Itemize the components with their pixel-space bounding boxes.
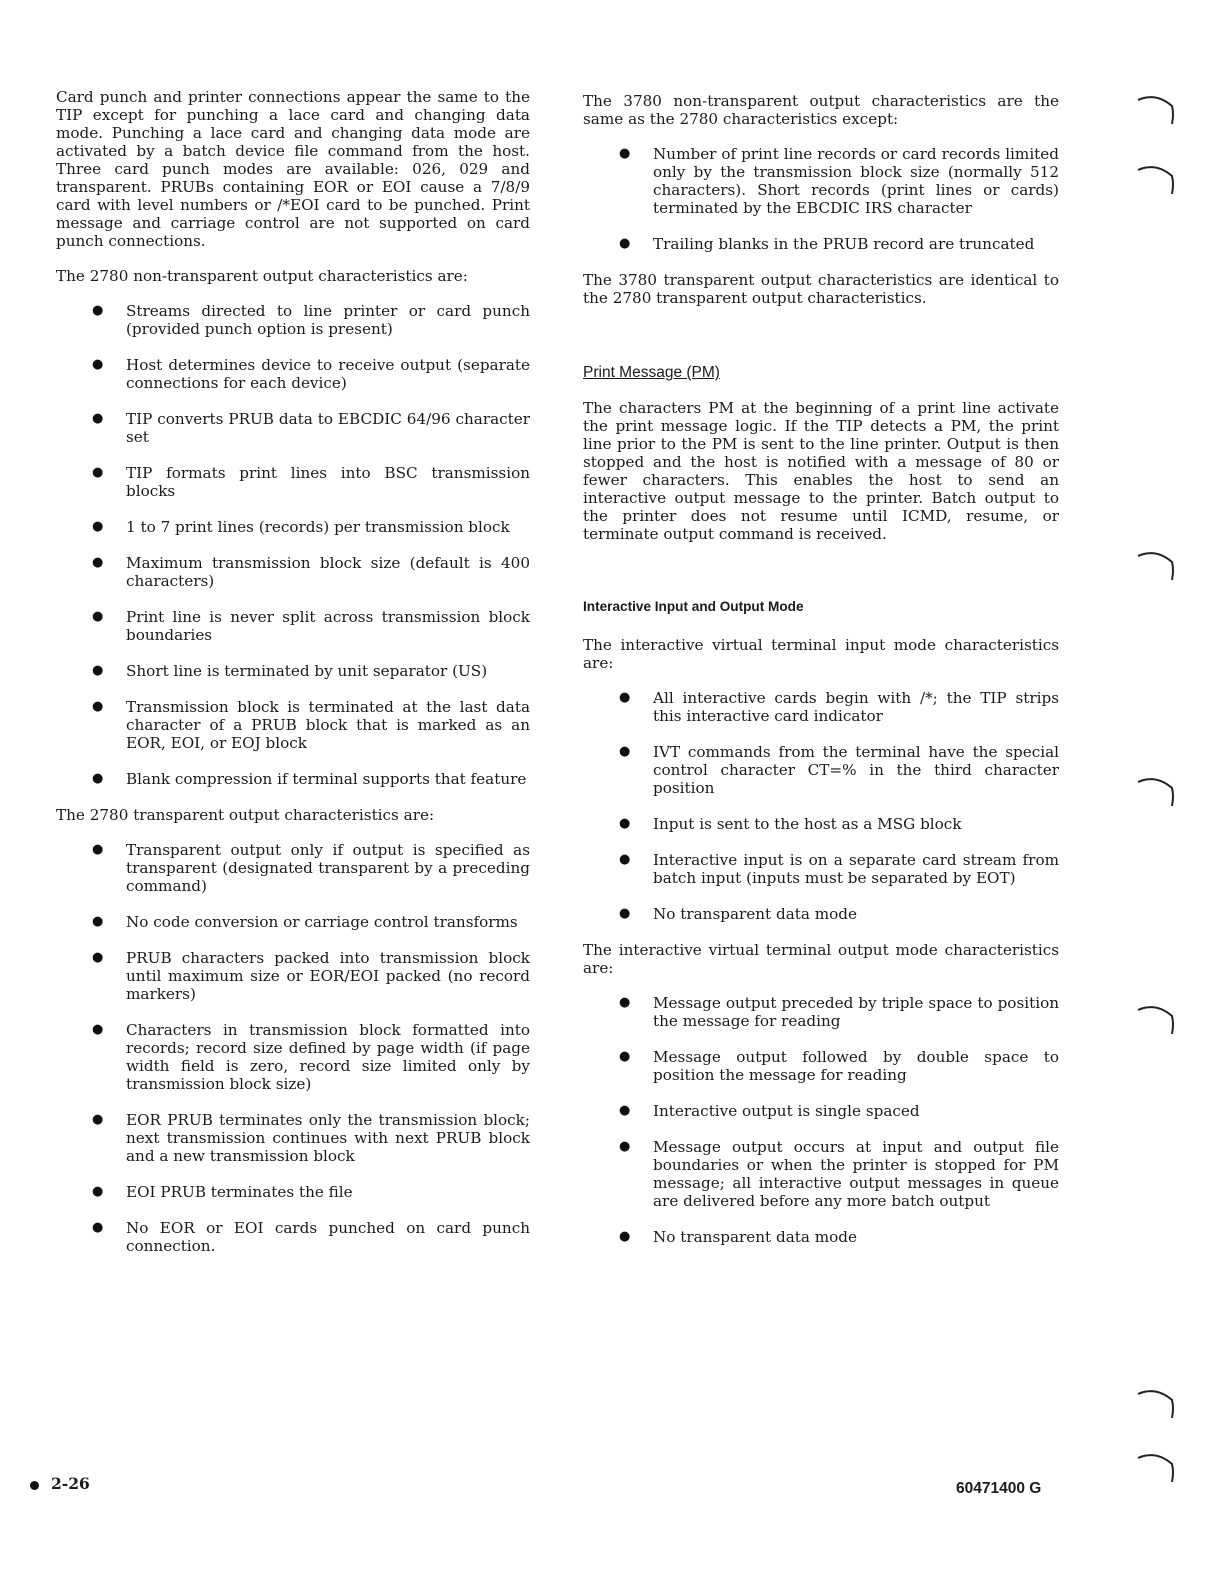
list-item: ● PRUB characters packed into transmission block until maximum size or EOR/EOI packed (no record markers) [56, 949, 530, 1003]
interactive-output-intro: The interactive virtual terminal output mode characteristics are: [583, 941, 1059, 977]
interactive-input-list [583, 689, 1059, 923]
list-item: ● All interactive cards begin with /*; the TIP strips this interactive card indicator [583, 689, 1059, 725]
list-item: ● Transparent output only if output is specified as transparent (designated transparent by a preceding command) [56, 841, 530, 895]
pm-heading: Print Message (PM) [583, 364, 720, 381]
transparent-2780-intro: The 2780 transparent output characteristics are: [56, 806, 435, 824]
list-item: ● Trailing blanks in the PRUB record are truncated [583, 235, 1059, 253]
pm-paragraph: The characters PM at the beginning of a print line activate the print message logic. If the TIP detects a PM, the print line prior to the PM is sent to the line printer. Output is then stopped and the host is notified with a message of 80 or fewer characters. This enables the host to send an interactive output message to the printer. Batch output to the printer does not resume until ICMD, resume, or terminate output command is received. [583, 399, 1059, 543]
nontransparent-3780-intro: The 3780 non-transparent output characteristics are the same as the 2780 characteristics except: [583, 92, 1059, 128]
binder-hole-mark [1136, 1386, 1176, 1420]
transparent-3780-paragraph: The 3780 transparent output characteristics are identical to the 2780 transparent output characteristics. [583, 271, 1059, 307]
interactive-heading: Interactive Input and Output Mode [583, 599, 804, 614]
list-item: ● Transmission block is terminated at the last data character of a PRUB block that is marked as an EOR, EOI, or EOJ block [56, 698, 530, 752]
list-item: ● TIP converts PRUB data to EBCDIC 64/96 character set [56, 410, 530, 446]
binder-hole-mark [1136, 92, 1176, 126]
binder-hole-mark [1136, 1002, 1176, 1036]
interactive-output-list [583, 994, 1059, 1246]
list-item: ● Number of print line records or card records limited only by the transmission block size (normally 512 characters). Short records (print lines or cards) terminated by the EBCDIC IRS character [583, 145, 1059, 217]
binder-hole-mark [1136, 548, 1176, 582]
transparent-2780-list [56, 841, 530, 1255]
list-item: ● Short line is terminated by unit separator (US) [56, 662, 530, 680]
list-item: ● Message output preceded by triple space to position the message for reading [583, 994, 1059, 1030]
list-item: ● Characters in transmission block formatted into records; record size defined by page width (if page width field is zero, record size limited only by transmission block size) [56, 1021, 530, 1093]
list-item: ● 1 to 7 print lines (records) per transmission block [56, 518, 530, 536]
list-item: ● Message output occurs at input and output file boundaries or when the printer is stopped for PM message; all interactive output messages in queue are delivered before any more batch output [583, 1138, 1059, 1210]
list-item: ● EOR PRUB terminates only the transmission block; next transmission continues with next PRUB block and a new transmission block [56, 1111, 530, 1165]
list-item: ● Host determines device to receive output (separate connections for each device) [56, 356, 530, 392]
list-item: ● IVT commands from the terminal have the special control character CT=% in the third character position [583, 743, 1059, 797]
page-number [30, 1474, 90, 1493]
left-column [56, 88, 530, 1273]
binder-hole-mark [1136, 162, 1176, 196]
bullet-icon [30, 1481, 39, 1490]
list-item: ● Maximum transmission block size (default is 400 characters) [56, 554, 530, 590]
list-item: ● Interactive output is single spaced [583, 1102, 1059, 1120]
list-item: ● No code conversion or carriage control transforms [56, 913, 530, 931]
binder-hole-mark [1136, 1450, 1176, 1484]
list-item: ● No EOR or EOI cards punched on card punch connection. [56, 1219, 530, 1255]
list-item: ● TIP formats print lines into BSC transmission blocks [56, 464, 530, 500]
nontransparent-3780-list [583, 145, 1059, 253]
list-item: ● No transparent data mode [583, 1228, 1059, 1246]
list-item: ● No transparent data mode [583, 905, 1059, 923]
list-item: ● Message output followed by double space to position the message for reading [583, 1048, 1059, 1084]
intro-paragraph: Card punch and printer connections appear the same to the TIP except for punching a lace card and changing data mode. Punching a lace card and changing data mode are activated by a batch device file command from the host. Three card punch modes are available: 026, 029 and transparent. PRUBs containing EOR or EOI cause a 7/8/9 card with level numbers or /*EOI card to be punched. Print message and carriage control are not supported on card punch connections. [56, 88, 530, 250]
list-item: ● Input is sent to the host as a MSG block [583, 815, 1059, 833]
nontransparent-2780-list [56, 302, 530, 788]
right-column [583, 88, 1059, 1264]
interactive-input-intro: The interactive virtual terminal input mode characteristics are: [583, 636, 1059, 672]
nontransparent-2780-intro: The 2780 non-transparent output characteristics are: [56, 267, 468, 285]
binder-hole-mark [1136, 774, 1176, 808]
list-item: ● Interactive input is on a separate card stream from batch input (inputs must be separated by EOT) [583, 851, 1059, 887]
list-item: ● Print line is never split across transmission block boundaries [56, 608, 530, 644]
document-number: 60471400 G [956, 1480, 1042, 1497]
page-number-text: 2-26 [51, 1474, 90, 1493]
list-item: ● Blank compression if terminal supports that feature [56, 770, 530, 788]
list-item: ● Streams directed to line printer or card punch (provided punch option is present) [56, 302, 530, 338]
list-item: ● EOI PRUB terminates the file [56, 1183, 530, 1201]
